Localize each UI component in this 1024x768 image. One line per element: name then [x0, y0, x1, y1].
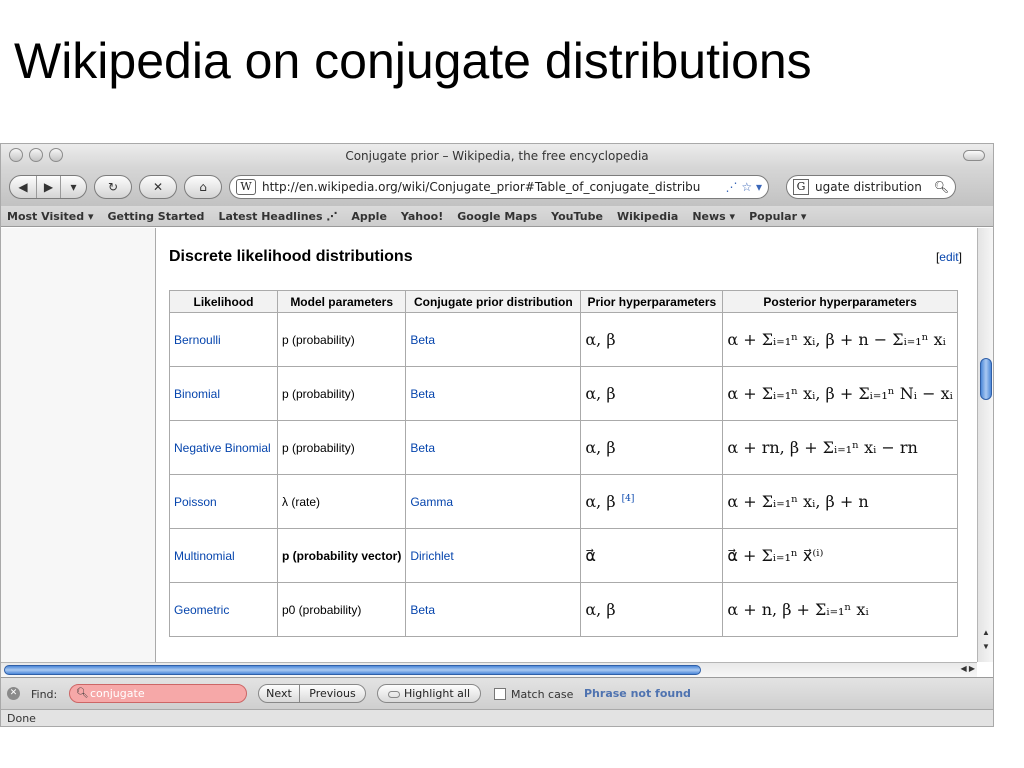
- bookmark-star-icon[interactable]: ☆: [741, 180, 753, 194]
- conjugate-table: [169, 290, 958, 637]
- likelihood-link[interactable]: Negative Binomial: [170, 421, 278, 475]
- highlight-icon: [388, 691, 400, 698]
- table-row: [170, 475, 958, 529]
- header-prior-hyperparameters: Prior hyperparameters: [581, 291, 723, 313]
- status-bar: [1, 709, 993, 727]
- posterior-hyperparameters: α + rn, β + Σᵢ₌₁ⁿ xᵢ − rn: [723, 421, 957, 475]
- prior-hyperparameters: [581, 475, 723, 529]
- table-header-row: [170, 291, 958, 313]
- prior-link[interactable]: Beta: [406, 583, 581, 637]
- reload-icon: ↻: [107, 180, 119, 194]
- prior-hyper-text: α⃗: [585, 546, 596, 565]
- table-row: [170, 313, 958, 367]
- find-input[interactable]: [69, 684, 247, 703]
- model-parameter: p (probability): [278, 421, 406, 475]
- slide-title: Wikipedia on conjugate distributions: [14, 33, 812, 89]
- posterior-hyperparameters: α + Σᵢ₌₁ⁿ xᵢ, β + n: [723, 475, 957, 529]
- search-icon[interactable]: 🔍︎: [933, 180, 949, 194]
- prior-hyper-text: α, β: [585, 492, 616, 511]
- table-row: [170, 421, 958, 475]
- edit-section-link[interactable]: [936, 250, 962, 264]
- sidebar-panel: [1, 228, 156, 662]
- page-content: [1, 228, 977, 662]
- vertical-scroll-thumb[interactable]: [980, 358, 992, 400]
- model-parameter: λ (rate): [278, 475, 406, 529]
- likelihood-link[interactable]: Bernoulli: [170, 313, 278, 367]
- scroll-up-arrow-icon[interactable]: ▲: [982, 628, 990, 637]
- prior-hyper-text: α, β: [585, 438, 616, 457]
- url-dropdown-icon[interactable]: ▾: [755, 180, 762, 194]
- reload-button[interactable]: [94, 175, 132, 199]
- close-find-icon[interactable]: ✕: [7, 687, 20, 700]
- posterior-hyperparameters: α + Σᵢ₌₁ⁿ xᵢ, β + n − Σᵢ₌₁ⁿ xᵢ: [723, 313, 957, 367]
- url-bar[interactable]: [229, 175, 769, 199]
- prior-hyper-text: α, β: [585, 330, 616, 349]
- table-row: [170, 367, 958, 421]
- header-conjugate-prior: Conjugate prior distribution: [406, 291, 581, 313]
- bookmark-youtube[interactable]: YouTube: [551, 209, 603, 223]
- bookmark-news[interactable]: News ▾: [692, 209, 736, 223]
- highlight-all-label: Highlight all: [403, 687, 470, 700]
- model-parameter: p (probability vector): [278, 529, 406, 583]
- find-previous-button[interactable]: Previous: [299, 684, 366, 703]
- edit-bracket-open: [: [935, 250, 940, 264]
- horizontal-scrollbar[interactable]: [1, 662, 977, 677]
- horizontal-scroll-thumb[interactable]: [4, 665, 701, 675]
- browser-window: [0, 143, 994, 727]
- wikipedia-favicon-icon: W: [236, 179, 256, 195]
- bookmark-popular[interactable]: Popular ▾: [749, 209, 807, 223]
- find-bar: [1, 677, 993, 709]
- likelihood-link[interactable]: Geometric: [170, 583, 278, 637]
- posterior-hyperparameters: α⃗ + Σᵢ₌₁ⁿ x⃗⁽ⁱ⁾: [723, 529, 957, 583]
- header-model-parameters: Model parameters: [278, 291, 406, 313]
- find-label: Find:: [31, 688, 58, 701]
- prior-hyperparameters: [581, 367, 723, 421]
- section-heading: Discrete likelihood distributions: [169, 248, 413, 265]
- model-parameter: p (probability): [278, 313, 406, 367]
- likelihood-link[interactable]: Poisson: [170, 475, 278, 529]
- bookmark-getting-started[interactable]: Getting Started: [107, 209, 205, 223]
- prior-hyperparameters: [581, 583, 723, 637]
- find-input-value[interactable]: conjugate: [90, 687, 145, 700]
- prior-hyper-text: α, β: [585, 600, 616, 619]
- scroll-right-arrow-icon[interactable]: ▶: [968, 664, 975, 673]
- prior-hyper-text: α, β: [585, 384, 616, 403]
- reference-link[interactable]: [4]: [621, 493, 635, 504]
- bookmark-latest-headlines[interactable]: Latest Headlines ⋰: [218, 209, 338, 223]
- match-case-checkbox[interactable]: [494, 688, 506, 700]
- bookmarks-toolbar: [1, 206, 993, 227]
- home-icon: ⌂: [199, 180, 207, 194]
- prior-link[interactable]: Beta: [406, 367, 581, 421]
- scroll-down-arrow-icon[interactable]: ▼: [982, 642, 990, 651]
- likelihood-link[interactable]: Multinomial: [170, 529, 278, 583]
- prior-hyperparameters: [581, 313, 723, 367]
- search-bar[interactable]: [786, 175, 956, 199]
- prior-link[interactable]: Gamma: [406, 475, 581, 529]
- rss-icon[interactable]: ⋰: [725, 180, 738, 194]
- google-engine-icon[interactable]: G: [793, 179, 809, 195]
- scroll-left-arrow-icon[interactable]: ◀: [960, 664, 967, 673]
- url-text[interactable]: http://en.wikipedia.org/wiki/Conjugate_prior#Table_of_conjugate_distribu: [262, 180, 701, 194]
- find-next-button[interactable]: Next: [258, 684, 300, 703]
- window-title: Conjugate prior – Wikipedia, the free encyclopedia: [345, 149, 649, 163]
- back-icon[interactable]: ◀: [18, 180, 28, 194]
- highlight-all-button[interactable]: [377, 684, 481, 703]
- bookmark-apple[interactable]: Apple: [351, 209, 387, 223]
- stop-icon: ✕: [152, 180, 164, 194]
- edit-link-label[interactable]: edit: [939, 250, 959, 264]
- prior-link[interactable]: Dirichlet: [406, 529, 581, 583]
- model-parameter: p (probability): [278, 367, 406, 421]
- likelihood-link[interactable]: Binomial: [170, 367, 278, 421]
- table-row: [170, 529, 958, 583]
- home-button[interactable]: [184, 175, 222, 199]
- bookmark-yahoo[interactable]: Yahoo!: [400, 209, 444, 223]
- match-case-label: Match case: [511, 688, 574, 701]
- find-status-message: Phrase not found: [584, 687, 691, 700]
- find-search-icon: 🔍︎: [76, 688, 89, 699]
- table-row: [170, 583, 958, 637]
- forward-icon[interactable]: ▶: [36, 176, 60, 198]
- bookmark-most-visited[interactable]: Most Visited ▾: [7, 209, 94, 223]
- bookmark-wikipedia[interactable]: Wikipedia: [616, 209, 679, 223]
- posterior-hyperparameters: α + Σᵢ₌₁ⁿ xᵢ, β + Σᵢ₌₁ⁿ Nᵢ − xᵢ: [723, 367, 957, 421]
- search-input[interactable]: ugate distribution: [815, 180, 922, 194]
- navigation-toolbar: [1, 168, 993, 206]
- header-likelihood: Likelihood: [170, 291, 278, 313]
- back-forward-button[interactable]: [9, 175, 87, 199]
- posterior-hyperparameters: α + n, β + Σᵢ₌₁ⁿ xᵢ: [723, 583, 957, 637]
- bookmark-google-maps[interactable]: Google Maps: [457, 209, 538, 223]
- status-text: Done: [7, 712, 36, 725]
- history-dropdown-icon[interactable]: ▾: [60, 176, 86, 198]
- prior-hyperparameters: [581, 529, 723, 583]
- model-parameter: p0 (probability): [278, 583, 406, 637]
- prior-link[interactable]: Beta: [406, 313, 581, 367]
- prior-link[interactable]: Beta: [406, 421, 581, 475]
- toolbar-toggle-button[interactable]: [963, 150, 985, 161]
- prior-hyperparameters: [581, 421, 723, 475]
- stop-button[interactable]: [139, 175, 177, 199]
- header-posterior-hyperparameters: Posterior hyperparameters: [723, 291, 957, 313]
- edit-bracket-close: ]: [958, 250, 962, 264]
- vertical-scrollbar[interactable]: [977, 228, 994, 662]
- title-bar: [1, 144, 993, 168]
